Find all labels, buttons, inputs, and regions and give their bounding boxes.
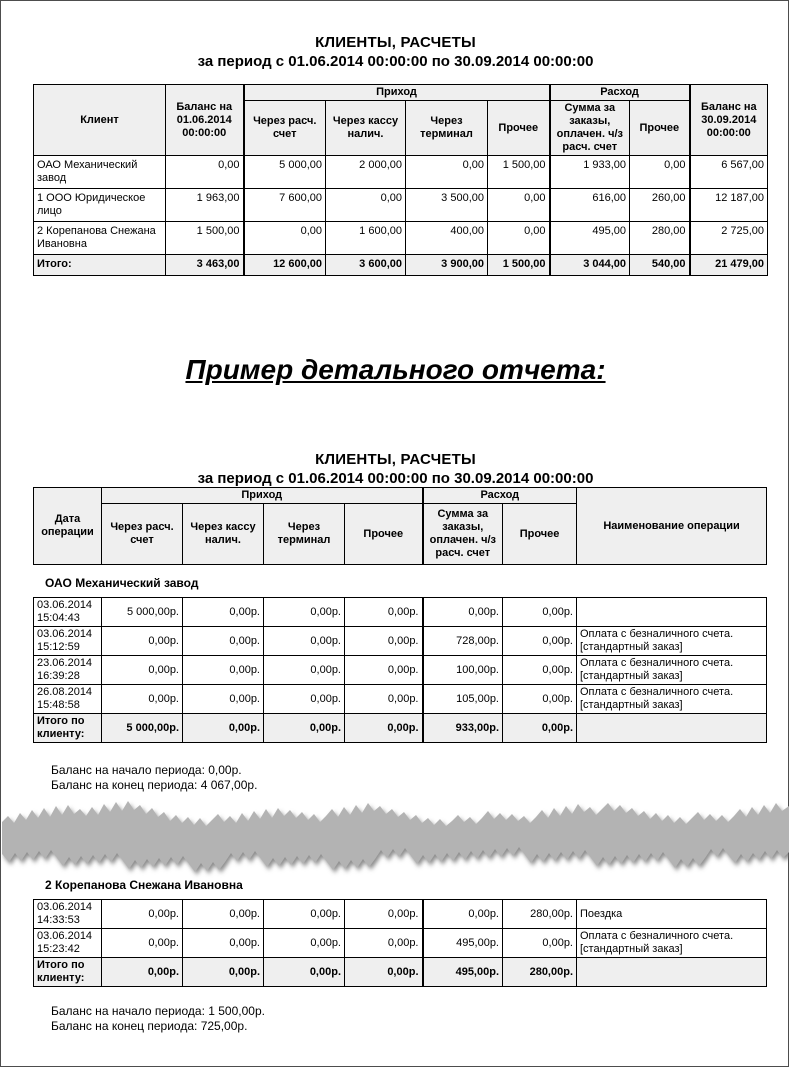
detail-table-group-2 [33,899,767,987]
cell-date: 26.08.2014 15:48:58 [34,685,102,714]
detail-table-header [33,487,767,565]
table-row [34,656,767,685]
cell-expense-orders: 100,00р. [423,656,503,685]
cell-income-terminal: 0,00р. [264,598,345,627]
detail-th-income-group: Приход [102,488,423,504]
group-2-balances [51,1004,265,1034]
cell-income-terminal: 0,00 [406,156,488,189]
cell-income-other: 1 500,00 [488,156,550,189]
detail-subtitle-text: за период с 01.06.2014 00:00:00 по 30.09.2014 00:00:00 [197,470,594,487]
cell-income-settlement: 0,00 [244,222,326,255]
cell-operation: Поездка [577,900,767,929]
cell-income-terminal: 0,00р. [264,627,345,656]
balance-start-line: Баланс на начало периода: 0,00р. [51,763,242,777]
cell-total-income-other: 1 500,00 [488,255,550,276]
summary-th-balance-start: Баланс на 01.06.2014 00:00:00 [166,85,244,156]
cell-operation: Оплата с безналичного счета. [стандартный заказ] [577,627,767,656]
summary-table [33,84,768,276]
cell-operation [577,598,767,627]
summary-subtitle-text: за период с 01.06.2014 00:00:00 по 30.09.2014 00:00:00 [197,53,594,70]
cell-income-cash: 1 600,00 [326,222,406,255]
cell-expense-orders: 105,00р. [423,685,503,714]
table-row [34,222,768,255]
cell-income-terminal: 0,00р. [264,929,345,958]
cell-expense-other: 0,00р. [503,929,577,958]
detail-group-2-body [34,900,767,987]
cell-income-cash: 0,00р. [183,929,264,958]
cell-income-cash: 0,00 [326,189,406,222]
cell-income-other: 0,00р. [345,900,423,929]
detail-table-head [34,488,767,565]
cell-client: 2 Корепанова Снежана Ивановна [34,222,166,255]
table-row [34,156,768,189]
cell-income-cash: 0,00р. [183,627,264,656]
summary-title-text: КЛИЕНТЫ, РАСЧЕТЫ [315,34,476,51]
cell-expense-orders: 0,00р. [423,598,503,627]
cell-income-other: 0,00р. [345,656,423,685]
cell-total-expense-orders: 3 044,00 [550,255,630,276]
cell-expense-other: 280,00 [630,222,690,255]
detail-header-group-row [34,488,767,504]
balance-end-line: Баланс на конец периода: 725,00р. [51,1019,248,1033]
summary-th-balance-end: Баланс на 30.09.2014 00:00:00 [690,85,768,156]
detail-group-1-body [34,598,767,743]
cell-expense-orders: 0,00р. [423,900,503,929]
detail-th-date: Дата операции [34,488,102,565]
cell-income-settlement: 0,00р. [102,900,183,929]
cell-income-terminal: 400,00 [406,222,488,255]
cell-total-income-terminal: 0,00р. [264,714,345,743]
summary-table-body [34,156,768,276]
group-1-balances [51,763,257,793]
detail-th-income-settlement: Через расч. счет [102,504,183,565]
cell-expense-orders: 728,00р. [423,627,503,656]
cell-date: 03.06.2014 15:12:59 [34,627,102,656]
cell-total-operation [577,714,767,743]
section-heading: Пример детального отчета: [185,354,606,385]
cell-operation: Оплата с безналичного счета. [стандартный заказ] [577,929,767,958]
cell-total-operation [577,958,767,987]
cell-income-cash: 0,00р. [183,685,264,714]
cell-total-balance-start: 3 463,00 [166,255,244,276]
table-row [34,189,768,222]
summary-th-income-other: Прочее [488,101,550,156]
cell-balance-end: 6 567,00 [690,156,768,189]
cell-income-settlement: 5 000,00 [244,156,326,189]
cell-expense-orders: 616,00 [550,189,630,222]
cell-total-balance-end: 21 479,00 [690,255,768,276]
summary-report-title [1,33,789,71]
summary-header-group-row [34,85,768,101]
cell-income-other: 0,00р. [345,685,423,714]
cell-balance-start: 1 500,00 [166,222,244,255]
cell-total-income-settlement: 0,00р. [102,958,183,987]
summary-th-client: Клиент [34,85,166,156]
detail-title-text: КЛИЕНТЫ, РАСЧЕТЫ [315,451,476,468]
cell-expense-other: 280,00р. [503,900,577,929]
cell-expense-other: 0,00 [630,156,690,189]
balance-start-line: Баланс на начало периода: 1 500,00р. [51,1004,265,1018]
cell-total-income-other: 0,00р. [345,714,423,743]
detail-th-income-cash: Через кассу налич. [183,504,264,565]
cell-income-settlement: 0,00р. [102,685,183,714]
cell-income-cash: 0,00р. [183,656,264,685]
cell-balance-end: 12 187,00 [690,189,768,222]
cell-date: 03.06.2014 15:23:42 [34,929,102,958]
cell-expense-other: 0,00р. [503,627,577,656]
detail-group-total-row [34,958,767,987]
cell-income-other: 0,00р. [345,627,423,656]
cell-total-income-other: 0,00р. [345,958,423,987]
cell-income-other: 0,00р. [345,929,423,958]
cell-income-settlement: 0,00р. [102,929,183,958]
cell-total-expense-orders: 495,00р. [423,958,503,987]
cell-income-other: 0,00 [488,222,550,255]
cell-expense-other: 260,00 [630,189,690,222]
cell-total-income-cash: 3 600,00 [326,255,406,276]
cell-expense-other: 0,00р. [503,598,577,627]
summary-th-income-settlement: Через расч. счет [244,101,326,156]
cell-balance-start: 0,00 [166,156,244,189]
detail-th-income-terminal: Через терминал [264,504,345,565]
detail-group-client-label: ОАО Механический завод [45,576,199,590]
cell-income-settlement: 5 000,00р. [102,598,183,627]
cell-expense-other: 0,00р. [503,685,577,714]
cell-income-settlement: 7 600,00 [244,189,326,222]
cell-income-terminal: 0,00р. [264,900,345,929]
cell-expense-other: 0,00р. [503,656,577,685]
cell-income-cash: 0,00р. [183,900,264,929]
cell-date: 03.06.2014 15:04:43 [34,598,102,627]
cell-total-label: Итого: [34,255,166,276]
cell-income-terminal: 0,00р. [264,685,345,714]
table-row [34,685,767,714]
cell-total-income-cash: 0,00р. [183,714,264,743]
cell-total-expense-other: 540,00 [630,255,690,276]
cell-date: 23.06.2014 16:39:28 [34,656,102,685]
cell-total-income-cash: 0,00р. [183,958,264,987]
summary-th-income-terminal: Через терминал [406,101,488,156]
cell-income-settlement: 0,00р. [102,656,183,685]
cell-total-label: Итого по клиенту: [34,958,102,987]
table-row [34,900,767,929]
detail-th-expense-orders: Сумма за заказы, оплачен. ч/з расч. счет [423,504,503,565]
cell-income-settlement: 0,00р. [102,627,183,656]
torn-band [2,801,789,872]
cell-client: ОАО Механический завод [34,156,166,189]
cell-expense-orders: 1 933,00 [550,156,630,189]
detail-report-title [1,450,789,488]
summary-th-income-group: Приход [244,85,550,101]
cell-income-cash: 0,00р. [183,598,264,627]
cell-balance-end: 2 725,00 [690,222,768,255]
detail-group-client-label: 2 Корепанова Снежана Ивановна [45,878,243,892]
detail-table-group-1 [33,597,767,743]
summary-total-row [34,255,768,276]
cell-total-expense-other: 280,00р. [503,958,577,987]
cell-income-other: 0,00р. [345,598,423,627]
cell-total-income-settlement: 5 000,00р. [102,714,183,743]
detail-th-expense-other: Прочее [503,504,577,565]
cell-income-terminal: 0,00р. [264,656,345,685]
summary-th-income-cash: Через кассу налич. [326,101,406,156]
cell-expense-orders: 495,00 [550,222,630,255]
table-row [34,627,767,656]
summary-table-head [34,85,768,156]
cell-date: 03.06.2014 14:33:53 [34,900,102,929]
cell-total-income-terminal: 3 900,00 [406,255,488,276]
cell-client: 1 ООО Юридическое лицо [34,189,166,222]
cell-total-income-terminal: 0,00р. [264,958,345,987]
cell-total-expense-other: 0,00р. [503,714,577,743]
cell-expense-orders: 495,00р. [423,929,503,958]
detail-th-operation: Наименование операции [577,488,767,565]
summary-th-expense-other: Прочее [630,101,690,156]
cell-total-income-settlement: 12 600,00 [244,255,326,276]
torn-paper-svg [2,796,789,884]
detail-th-expense-group: Расход [423,488,577,504]
cell-income-terminal: 3 500,00 [406,189,488,222]
cell-operation: Оплата с безналичного счета. [стандартный заказ] [577,656,767,685]
cell-balance-start: 1 963,00 [166,189,244,222]
summary-th-expense-orders: Сумма за заказы, оплачен. ч/з расч. счет [550,101,630,156]
cell-total-expense-orders: 933,00р. [423,714,503,743]
summary-th-expense-group: Расход [550,85,690,101]
cell-total-label: Итого по клиенту: [34,714,102,743]
table-row [34,929,767,958]
torn-band-path [2,801,789,872]
balance-end-line: Баланс на конец периода: 4 067,00р. [51,778,258,792]
cell-operation: Оплата с безналичного счета. [стандартный заказ] [577,685,767,714]
cell-income-other: 0,00 [488,189,550,222]
torn-paper-separator [2,796,789,884]
table-row [34,598,767,627]
detail-group-total-row [34,714,767,743]
detail-th-income-other: Прочее [345,504,423,565]
cell-income-cash: 2 000,00 [326,156,406,189]
